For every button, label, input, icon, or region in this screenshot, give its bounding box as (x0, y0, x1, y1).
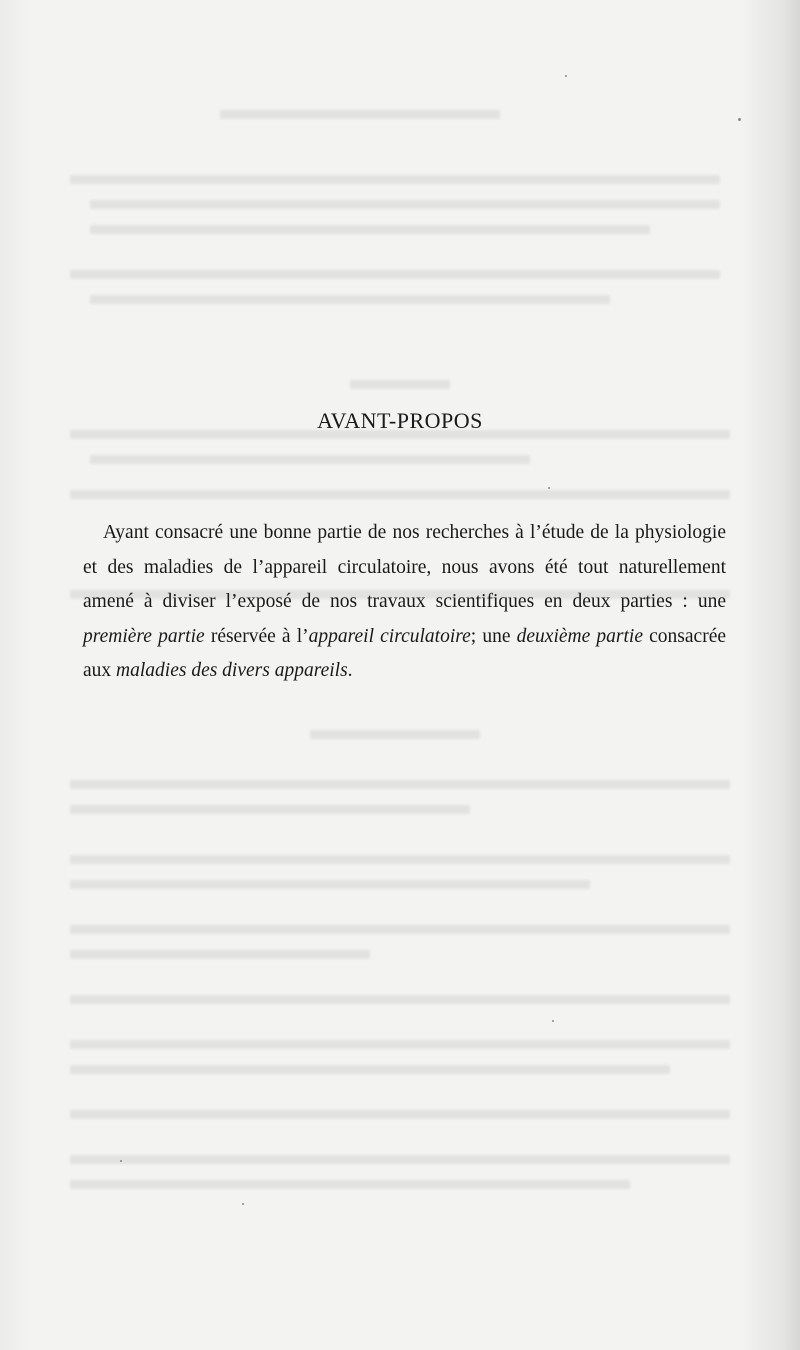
paper-speck (552, 1020, 554, 1022)
page-edge-left (0, 0, 30, 1350)
text-run: Ayant consacré une bonne partie de nos recherches à l’étude de la physiologie et des maladies de l’appareil circulatoire, nous avons été tout naturellement amené à diviser l’exposé de nos travaux scientifiques en deux parties : une (83, 522, 726, 612)
text-run: . (347, 660, 353, 681)
page-title: AVANT-PROPOS (317, 408, 483, 433)
text-run: consacrée aux (83, 625, 727, 681)
text-run: réservée à l’ (204, 625, 309, 647)
paragraph-text (83, 516, 726, 689)
paper-speck (548, 487, 550, 489)
paper-speck (565, 75, 567, 77)
emphasis-first-part: première partie (83, 625, 205, 647)
paper-speck (242, 1203, 244, 1205)
page-edge-right (740, 0, 800, 1350)
paper-speck (738, 118, 741, 121)
emphasis-second-part: deuxième partie (516, 625, 643, 647)
intro-paragraph (83, 516, 726, 689)
emphasis-circulatory-system: appareil circulatoire (308, 625, 471, 647)
text-run: ; une (470, 625, 517, 647)
emphasis-various-diseases: maladies des divers appareils (116, 660, 348, 681)
paper-speck (120, 1160, 122, 1162)
